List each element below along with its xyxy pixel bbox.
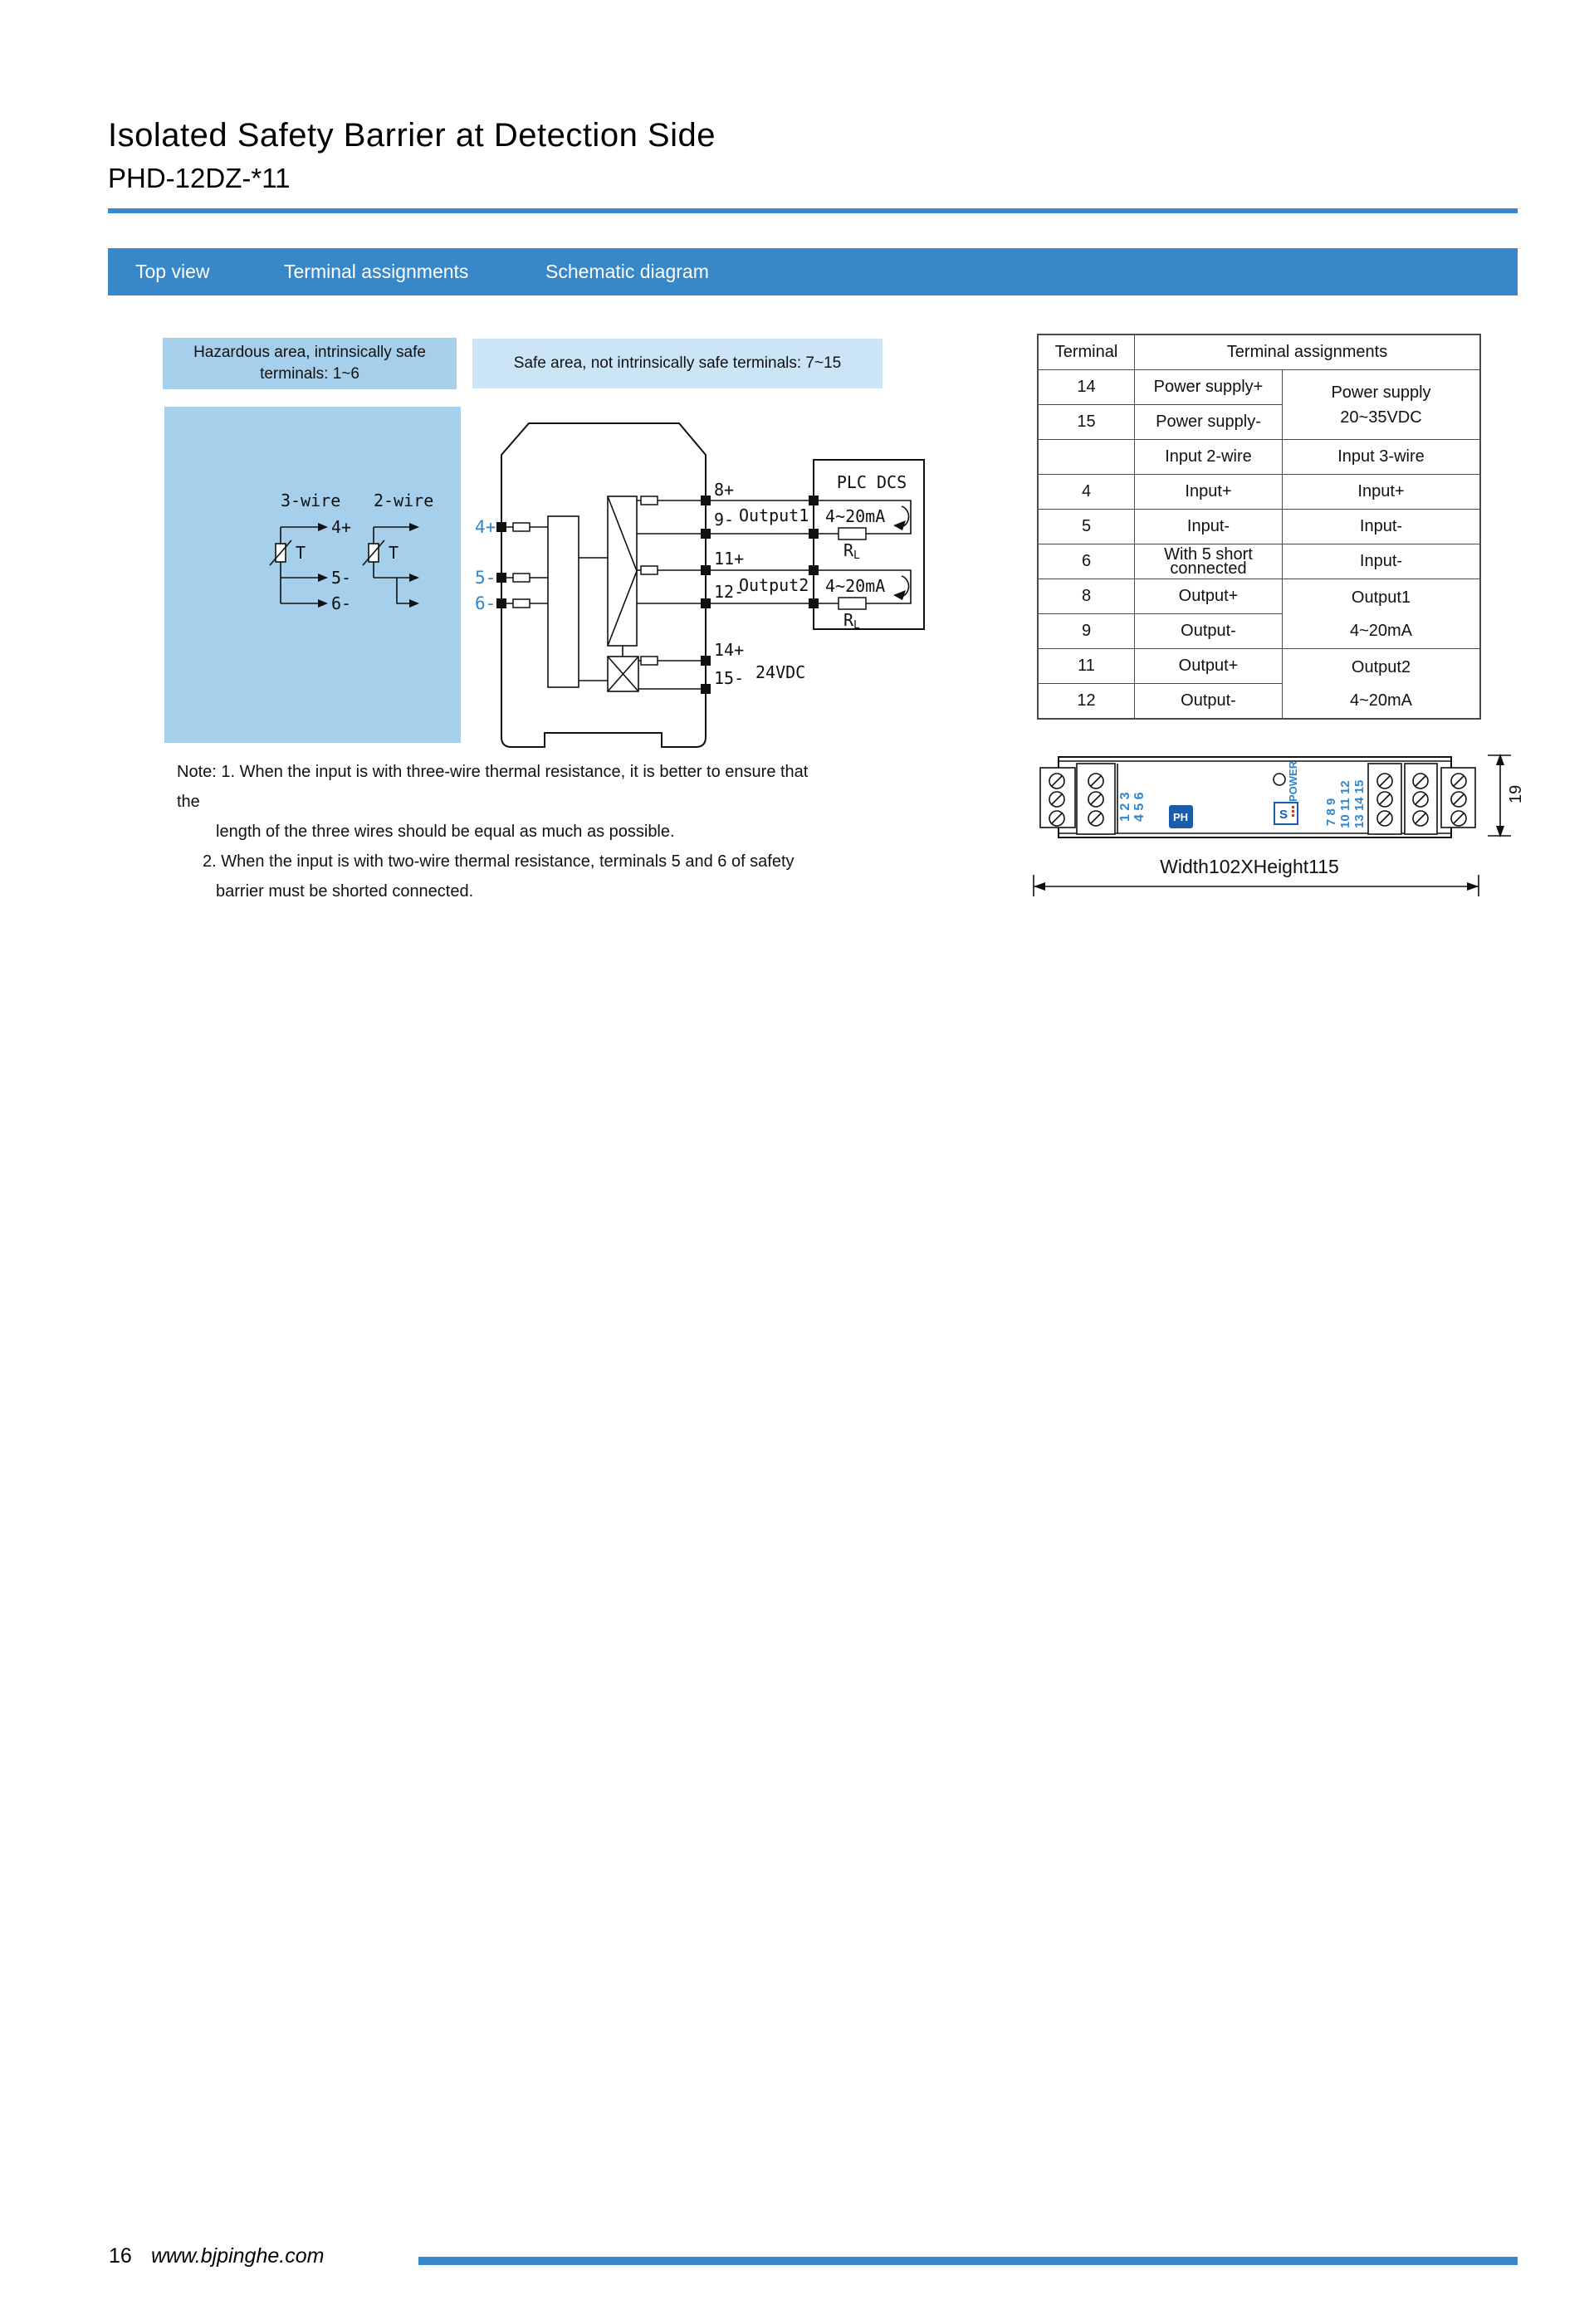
terminal-5-point bbox=[496, 573, 506, 583]
isolation-amplifier bbox=[608, 496, 637, 646]
hazardous-area-line2: terminals: 1~6 bbox=[260, 365, 359, 383]
cell-terminal: 8 bbox=[1038, 579, 1135, 614]
cell-assignment: Output- bbox=[1135, 684, 1283, 720]
power-label: POWER bbox=[1287, 760, 1299, 802]
loop2-current-label: 4~20mA bbox=[825, 576, 886, 596]
ph-logo-text: PH bbox=[1172, 811, 1189, 823]
safe-area-label: Safe area, not intrinsically safe terminals: 7~15 bbox=[513, 354, 842, 372]
three-wire-label: 3-wire bbox=[281, 491, 341, 510]
cell-group-line2: 4~20mA bbox=[1349, 621, 1413, 640]
three-wire-t-label: T bbox=[296, 543, 306, 563]
terminal-numbers-789: 7 8 9 bbox=[1324, 798, 1338, 826]
cell-group-line2: 4~20mA bbox=[1349, 691, 1413, 710]
table-row bbox=[1038, 510, 1480, 544]
sensor-wiring-diagram bbox=[164, 407, 461, 743]
terminal-numbers-123: 1 2 3 bbox=[1118, 792, 1132, 822]
input-terminal-4-label: 4+ bbox=[475, 517, 496, 537]
cell-assignment: Power supply+ bbox=[1135, 370, 1283, 405]
cell-group-line2: 20~35VDC bbox=[1340, 408, 1422, 427]
cell-assignment bbox=[1135, 544, 1283, 579]
height-dimension bbox=[1488, 754, 1525, 837]
cell-group bbox=[1283, 370, 1481, 440]
loop1-load-resistor-label: RL bbox=[843, 540, 860, 562]
cell-group-line1: Output2 bbox=[1351, 657, 1411, 676]
terminal-4-point bbox=[496, 522, 506, 532]
width-dimension bbox=[1034, 856, 1479, 896]
terminal-6-point bbox=[496, 598, 506, 608]
tab-terminal-assignments[interactable]: Terminal assignments bbox=[284, 261, 469, 282]
cell-group-line1: Power supply bbox=[1331, 383, 1431, 402]
terminal-15-label: 15- bbox=[714, 668, 745, 688]
height-dimension-label: 19 bbox=[1507, 784, 1525, 803]
cell-assignment-3wire: Input- bbox=[1283, 544, 1481, 579]
hazardous-area-box bbox=[164, 407, 461, 743]
terminal-8-label: 8+ bbox=[714, 480, 735, 500]
note-line-1: Note: 1. When the input is with three-wire thermal resistance, it is better to ensure that the bbox=[177, 763, 809, 811]
hazardous-area-line1: Hazardous area, intrinsically safe bbox=[193, 344, 426, 361]
cell-group-line1: Output1 bbox=[1351, 588, 1411, 607]
table-row bbox=[1038, 544, 1480, 579]
output1-label: Output1 bbox=[739, 505, 809, 525]
cell-assignment: Input- bbox=[1135, 510, 1283, 544]
top-view-drawing bbox=[1029, 747, 1528, 905]
cell-assignment: Power supply- bbox=[1135, 405, 1283, 440]
cell-assignment: Output+ bbox=[1135, 579, 1283, 614]
note-line-3: 2. When the input is with two-wire thermal resistance, terminals 5 and 6 of safety bbox=[203, 852, 795, 871]
terminal-assignments-table bbox=[1037, 334, 1481, 720]
cell-terminal: 5 bbox=[1038, 510, 1135, 544]
loop2-load-resistor-label: RL bbox=[843, 610, 860, 632]
safe-area-banner bbox=[472, 339, 883, 388]
terminal-numbers-101112: 10 11 12 bbox=[1338, 780, 1352, 828]
terminal-numbers-131415: 13 14 15 bbox=[1352, 779, 1367, 828]
cell-line2: connected bbox=[1170, 559, 1247, 578]
table-row bbox=[1038, 579, 1480, 614]
terminal-11-label: 11+ bbox=[714, 549, 745, 569]
s-cert-logo-text: S bbox=[1279, 808, 1288, 822]
cell-terminal: 9 bbox=[1038, 614, 1135, 649]
tab-top-view[interactable]: Top view bbox=[135, 261, 210, 282]
table-header-row bbox=[1038, 334, 1480, 370]
cell-assignment-3wire: Input- bbox=[1283, 510, 1481, 544]
page-number: 16 bbox=[109, 2244, 132, 2268]
input-block bbox=[548, 516, 579, 687]
header-divider bbox=[108, 208, 1518, 213]
barrier-module-outline bbox=[501, 423, 706, 747]
table-row bbox=[1038, 370, 1480, 405]
notes-block bbox=[177, 757, 833, 906]
cell-terminal: 6 bbox=[1038, 544, 1135, 579]
table-row bbox=[1038, 475, 1480, 510]
terminal-12-label: 12- bbox=[714, 582, 745, 602]
plc-dcs-label: PLC DCS bbox=[836, 472, 907, 492]
terminal-numbers-456: 4 5 6 bbox=[1132, 792, 1147, 822]
tab-schematic-diagram[interactable]: Schematic diagram bbox=[545, 261, 709, 282]
website-url: www.bjpinghe.com bbox=[151, 2244, 325, 2268]
header-terminal: Terminal bbox=[1038, 334, 1135, 370]
three-wire-terminal-6: 6- bbox=[331, 593, 352, 613]
cell-assignment: Input+ bbox=[1135, 475, 1283, 510]
section-tabbar bbox=[108, 248, 1518, 295]
input-terminal-6-label: 6- bbox=[475, 593, 496, 613]
cell-terminal: 12 bbox=[1038, 684, 1135, 720]
cell-terminal: 11 bbox=[1038, 649, 1135, 684]
power-led bbox=[1274, 774, 1285, 785]
cell-line1: With 5 short bbox=[1164, 544, 1253, 564]
three-wire-terminal-5: 5- bbox=[331, 568, 352, 588]
terminal-14-label: 14+ bbox=[714, 640, 745, 660]
cell-terminal bbox=[1038, 440, 1135, 475]
three-wire-terminal-4: 4+ bbox=[331, 517, 352, 537]
cell-assignment: Output- bbox=[1135, 614, 1283, 649]
cell-assignment-3wire: Input 3-wire bbox=[1283, 440, 1481, 475]
schematic-diagram bbox=[465, 398, 930, 764]
note-line-2: length of the three wires should be equal as much as possible. bbox=[216, 823, 675, 841]
page-title: Isolated Safety Barrier at Detection Side bbox=[108, 117, 716, 154]
terminal-9-label: 9- bbox=[714, 510, 735, 530]
cell-group bbox=[1283, 579, 1481, 649]
cell-terminal: 14 bbox=[1038, 370, 1135, 405]
cell-terminal: 15 bbox=[1038, 405, 1135, 440]
hazardous-area-banner bbox=[163, 338, 457, 389]
output2-label: Output2 bbox=[739, 575, 809, 595]
cell-group bbox=[1283, 649, 1481, 720]
model-number: PHD-12DZ-*11 bbox=[108, 163, 291, 193]
cell-terminal: 4 bbox=[1038, 475, 1135, 510]
two-wire-t-label: T bbox=[389, 543, 399, 563]
cell-assignment-3wire: Input+ bbox=[1283, 475, 1481, 510]
loop1-current-label: 4~20mA bbox=[825, 506, 886, 526]
note-line-4: barrier must be shorted connected. bbox=[216, 882, 474, 901]
two-wire-label: 2-wire bbox=[374, 491, 434, 510]
input-terminal-5-label: 5- bbox=[475, 568, 496, 588]
cell-assignment: Input 2-wire bbox=[1135, 440, 1283, 475]
24vdc-label: 24VDC bbox=[755, 662, 806, 682]
header-assignments: Terminal assignments bbox=[1135, 334, 1481, 370]
cell-assignment: Output+ bbox=[1135, 649, 1283, 684]
table-row bbox=[1038, 440, 1480, 475]
width-dimension-label: Width102XHeight115 bbox=[1160, 856, 1339, 877]
footer-bar bbox=[418, 2257, 1518, 2265]
table-row bbox=[1038, 649, 1480, 684]
terminal-screws-right bbox=[1377, 774, 1466, 826]
